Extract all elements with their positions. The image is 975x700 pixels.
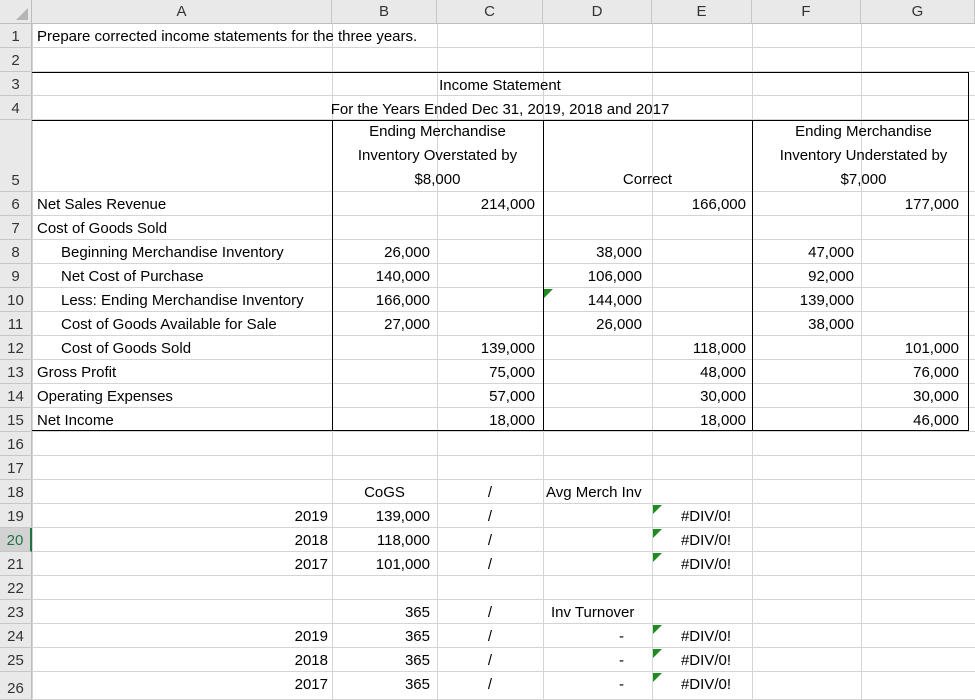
error-indicator-icon [653, 649, 662, 658]
header-understated-line3[interactable]: $7,000 [840, 171, 887, 188]
row-label[interactable]: Net Income [37, 412, 114, 429]
row-header-20[interactable]: 20 [0, 528, 32, 552]
error-result[interactable]: #DIV/0! [680, 652, 731, 669]
grid-horizontal-line [0, 311, 975, 312]
grid-horizontal-line [0, 335, 975, 336]
header-overstated-line3[interactable]: $8,000 [414, 171, 461, 188]
row-header-19[interactable]: 19 [0, 504, 32, 528]
days-value[interactable]: 365 [404, 652, 430, 669]
column-header-c[interactable]: C [437, 0, 543, 24]
column-header-d[interactable]: D [543, 0, 652, 24]
error-result[interactable]: #DIV/0! [680, 556, 731, 573]
divide-symbol[interactable]: / [487, 604, 493, 621]
grid-horizontal-line [0, 263, 975, 264]
inv-turnover-header[interactable]: Inv Turnover [551, 604, 635, 621]
header-overstated-line1[interactable]: Ending Merchandise [369, 123, 506, 140]
error-indicator-icon [653, 553, 662, 562]
amount-cell-c[interactable]: 57,000 [489, 388, 535, 405]
row-header-24[interactable]: 24 [0, 624, 32, 648]
grid-horizontal-line [0, 575, 975, 576]
row-label[interactable]: Less: Ending Merchandise Inventory [61, 292, 304, 309]
row-header-7[interactable]: 7 [0, 216, 32, 240]
grid-horizontal-line [0, 599, 975, 600]
grid-horizontal-line [0, 191, 975, 192]
row-header-12[interactable]: 12 [0, 336, 32, 360]
row-header-8[interactable]: 8 [0, 240, 32, 264]
year-cell[interactable]: 2017 [294, 556, 328, 573]
row-header-14[interactable]: 14 [0, 384, 32, 408]
statement-border-col-d [543, 120, 544, 431]
grid-horizontal-line [0, 479, 975, 480]
grid-horizontal-line [0, 47, 975, 48]
grid-horizontal-line [0, 95, 975, 96]
row-label[interactable]: Cost of Goods Available for Sale [61, 316, 277, 333]
row-header-11[interactable]: 11 [0, 312, 32, 336]
row-header-16[interactable]: 16 [0, 432, 32, 456]
amount-cell-g[interactable]: 177,000 [904, 196, 959, 213]
row-header-4[interactable]: 4 [0, 96, 32, 120]
row-header-23[interactable]: 23 [0, 600, 32, 624]
row-label[interactable]: Cost of Goods Sold [37, 220, 168, 237]
error-indicator-icon [544, 289, 553, 298]
amount-cell-g[interactable]: 30,000 [913, 388, 959, 405]
amount-cell-e[interactable]: 30,000 [700, 388, 746, 405]
error-indicator-icon [653, 505, 662, 514]
row-header-5[interactable]: 5 [0, 120, 32, 192]
column-header-g[interactable]: G [861, 0, 975, 24]
divide-symbol[interactable]: / [487, 508, 493, 525]
row-label[interactable]: Operating Expenses [37, 388, 173, 405]
grid-vertical-line [32, 0, 33, 700]
amount-cell-b[interactable]: 140,000 [375, 268, 430, 285]
row-header-18[interactable]: 18 [0, 480, 32, 504]
error-result[interactable]: #DIV/0! [680, 532, 731, 549]
grid-horizontal-line [0, 359, 975, 360]
amount-cell-b[interactable]: 27,000 [384, 316, 430, 333]
amount-cell-f[interactable]: 47,000 [808, 244, 854, 261]
row-header-10[interactable]: 10 [0, 288, 32, 312]
statement-border-bottom [32, 430, 969, 431]
cogs-header[interactable]: CoGS [364, 484, 405, 501]
row-header-2[interactable]: 2 [0, 48, 32, 72]
column-header-e[interactable]: E [652, 0, 752, 24]
select-all-corner[interactable] [0, 0, 32, 24]
divide-symbol[interactable]: / [487, 556, 493, 573]
row-header-3[interactable]: 3 [0, 72, 32, 96]
statement-border-right [968, 72, 969, 431]
statement-title[interactable]: Income Statement [439, 77, 561, 94]
grid-horizontal-line [0, 671, 975, 672]
grid-horizontal-line [0, 239, 975, 240]
days-value[interactable]: 365 [404, 676, 430, 693]
year-cell[interactable]: 2019 [294, 628, 328, 645]
header-understated-line1[interactable]: Ending Merchandise [795, 123, 932, 140]
error-result[interactable]: #DIV/0! [680, 628, 731, 645]
days-header[interactable]: 365 [404, 604, 430, 621]
grid-horizontal-line [0, 623, 975, 624]
row-header-21[interactable]: 21 [0, 552, 32, 576]
statement-border-col-b [332, 120, 333, 431]
grid-horizontal-line [0, 215, 975, 216]
amount-cell-b[interactable]: 26,000 [384, 244, 430, 261]
grid-horizontal-line [0, 383, 975, 384]
header-overstated-line2[interactable]: Inventory Overstated by [357, 147, 518, 164]
amount-cell-d[interactable]: 38,000 [596, 244, 642, 261]
statement-border-top [32, 72, 969, 73]
row-header-1[interactable]: 1 [0, 24, 32, 48]
amount-cell-e[interactable]: 48,000 [700, 364, 746, 381]
amount-cell-d[interactable]: 144,000 [587, 292, 642, 309]
year-cell[interactable]: 2017 [294, 676, 328, 693]
amount-cell-g[interactable]: 101,000 [904, 340, 959, 357]
amount-cell-c[interactable]: 214,000 [480, 196, 535, 213]
row-header-17[interactable]: 17 [0, 456, 32, 480]
divide-symbol[interactable]: / [487, 532, 493, 549]
amount-cell-c[interactable]: 75,000 [489, 364, 535, 381]
amount-cell-g[interactable]: 76,000 [913, 364, 959, 381]
column-header-f[interactable]: F [752, 0, 861, 24]
grid-horizontal-line [0, 527, 975, 528]
row-header-9[interactable]: 9 [0, 264, 32, 288]
grid-horizontal-line [0, 287, 975, 288]
cogs-value[interactable]: 101,000 [375, 556, 430, 573]
amount-cell-d[interactable]: 26,000 [596, 316, 642, 333]
divide-symbol[interactable]: / [487, 628, 493, 645]
year-cell[interactable]: 2019 [294, 508, 328, 525]
error-indicator-icon [653, 625, 662, 634]
row-header-22[interactable]: 22 [0, 576, 32, 600]
error-result[interactable]: #DIV/0! [680, 676, 731, 693]
amount-cell-e[interactable]: 18,000 [700, 412, 746, 429]
divide-symbol[interactable]: / [487, 484, 493, 501]
row-header-25[interactable]: 25 [0, 648, 32, 672]
row-label[interactable]: Cost of Goods Sold [61, 340, 192, 357]
amount-cell-g[interactable]: 46,000 [913, 412, 959, 429]
amount-cell-d[interactable]: 106,000 [587, 268, 642, 285]
days-value[interactable]: 365 [404, 628, 430, 645]
amount-cell-b[interactable]: 166,000 [375, 292, 430, 309]
year-cell[interactable]: 2018 [294, 532, 328, 549]
row-label[interactable]: Gross Profit [37, 364, 117, 381]
row-header-13[interactable]: 13 [0, 360, 32, 384]
row-label[interactable]: Net Sales Revenue [37, 196, 167, 213]
divide-symbol[interactable]: / [487, 676, 493, 693]
dash-value[interactable]: - [619, 676, 624, 693]
row-header-6[interactable]: 6 [0, 192, 32, 216]
error-indicator-icon [653, 673, 662, 682]
statement-border-header [32, 120, 969, 121]
row-label[interactable]: Net Cost of Purchase [61, 268, 204, 285]
error-indicator-icon [653, 529, 662, 538]
statement-border-col-f [752, 120, 753, 431]
year-cell[interactable]: 2018 [294, 652, 328, 669]
cogs-value[interactable]: 118,000 [376, 532, 430, 549]
header-understated-line2[interactable]: Inventory Understated by [779, 147, 948, 164]
header-correct[interactable]: Correct [622, 171, 673, 188]
column-header-b[interactable]: B [332, 0, 437, 24]
row-label[interactable]: Beginning Merchandise Inventory [61, 244, 284, 261]
amount-cell-c[interactable]: 18,000 [489, 412, 535, 429]
row-header-15[interactable]: 15 [0, 408, 32, 432]
instruction-text[interactable]: Prepare corrected income statements for the three years. [37, 28, 418, 45]
column-header-a[interactable]: A [32, 0, 332, 24]
dash-value[interactable]: - [619, 628, 624, 645]
row-header-26[interactable]: 26 [0, 672, 32, 700]
amount-cell-e[interactable]: 166,000 [691, 196, 746, 213]
amount-cell-c[interactable]: 139,000 [480, 340, 535, 357]
grid-horizontal-line [0, 455, 975, 456]
statement-subtitle[interactable]: For the Years Ended Dec 31, 2019, 2018 and 2017 [330, 101, 670, 118]
grid-horizontal-line [0, 503, 975, 504]
amount-cell-e[interactable]: 118,000 [692, 340, 746, 357]
grid-horizontal-line [0, 407, 975, 408]
amount-cell-f[interactable]: 139,000 [799, 292, 854, 309]
grid-horizontal-line [0, 551, 975, 552]
amount-cell-f[interactable]: 92,000 [808, 268, 854, 285]
grid-horizontal-line [0, 431, 975, 432]
error-result[interactable]: #DIV/0! [680, 508, 731, 525]
select-all-triangle-icon [16, 8, 28, 20]
amount-cell-f[interactable]: 38,000 [808, 316, 854, 333]
cogs-value[interactable]: 139,000 [375, 508, 430, 525]
avg-merch-inv-header[interactable]: Avg Merch Inv [546, 484, 642, 501]
dash-value[interactable]: - [619, 652, 624, 669]
divide-symbol[interactable]: / [487, 652, 493, 669]
grid-horizontal-line [0, 647, 975, 648]
